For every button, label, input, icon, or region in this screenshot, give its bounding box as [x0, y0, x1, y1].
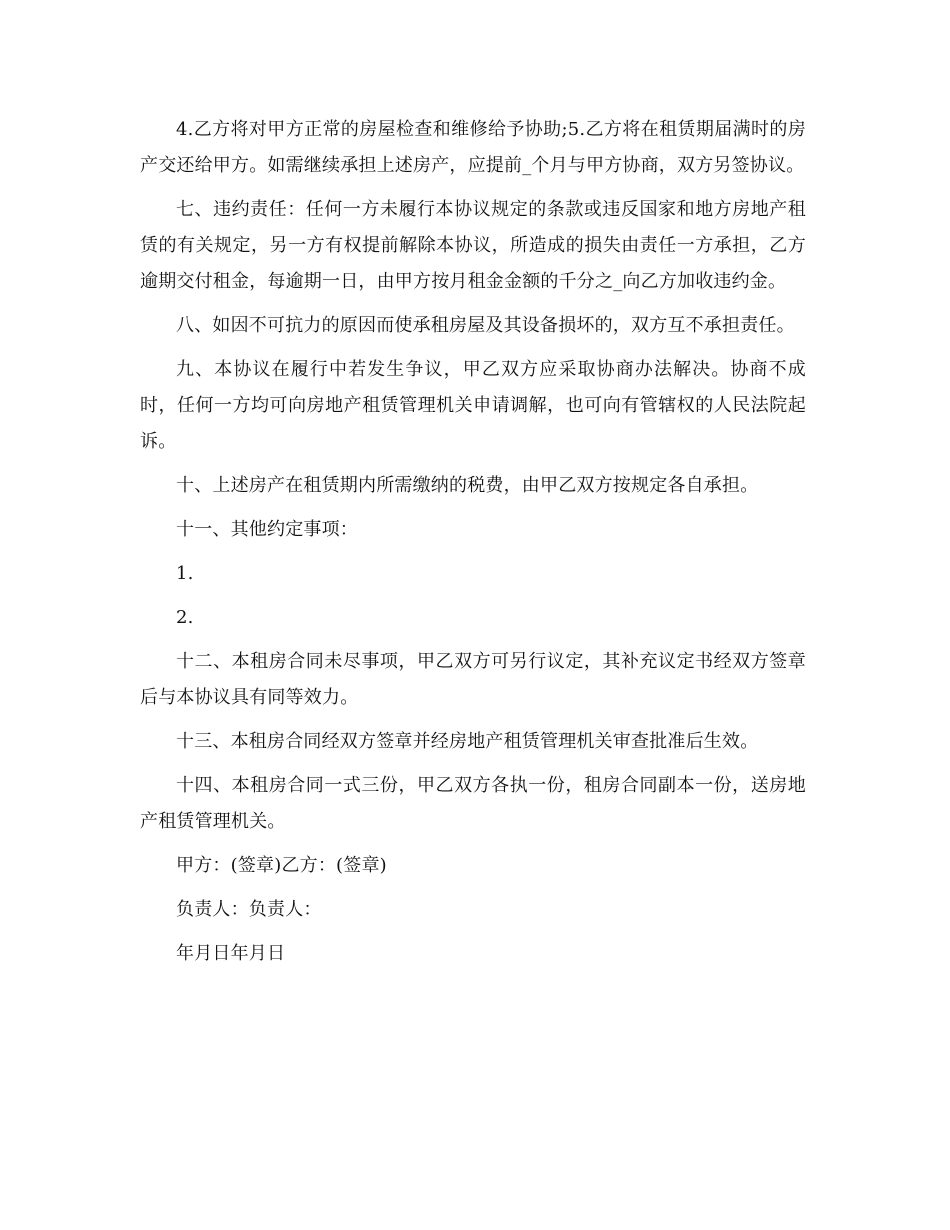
clause-14-copies: 十四、本租房合同一式三份，甲乙双方各执一份，租房合同副本一份，送房地产租赁管理机关。: [140, 775, 806, 832]
clause-cooperation: 4.乙方将对甲方正常的房屋检查和维修给予协助;5.乙方将在租赁期届满时的房产交还给甲方。如需继续承担上述房产，应提前_个月与甲方协商，双方另签协议。: [140, 119, 806, 176]
signature-parties: 甲方：(签章)乙方：(签章): [176, 855, 387, 876]
document-body: [140, 112, 806, 972]
signature-responsible-persons: 负责人：负责人：: [176, 899, 322, 920]
other-matter-item-1: 1.: [176, 563, 194, 584]
clause-9-disputes: 九、本协议在履行中若发生争议，甲乙双方应采取协商办法解决。协商不成时，任何一方均可向房地产租赁管理机关申请调解，也可向有管辖权的人民法院起诉。: [140, 359, 806, 452]
clause-13-effectiveness: 十三、本租房合同经双方签章并经房地产租赁管理机关审查批准后生效。: [176, 731, 759, 752]
clause-8-force-majeure: 八、如因不可抗力的原因而使承租房屋及其设备损坏的，双方互不承担责任。: [176, 315, 795, 336]
signature-dates: 年月日年月日: [176, 943, 286, 964]
clause-7-breach: 七、违约责任：任何一方未履行本协议规定的条款或违反国家和地方房地产租赁的有关规定，另一方有权提前解除本协议，所造成的损失由责任一方承担，乙方逾期交付租金，每逾期一日，由甲方按月租金金额的千分之_向乙方加收违约金。: [140, 199, 806, 292]
clause-12-supplement: 十二、本租房合同未尽事项，甲乙双方可另行议定，其补充议定书经双方签章后与本协议具有同等效力。: [140, 651, 806, 708]
clause-11-other-matters: 十一、其他约定事项：: [176, 519, 358, 540]
clause-10-taxes: 十、上述房产在租赁期内所需缴纳的税费，由甲乙双方按规定各自承担。: [176, 475, 759, 496]
other-matter-item-2: 2.: [176, 607, 194, 628]
